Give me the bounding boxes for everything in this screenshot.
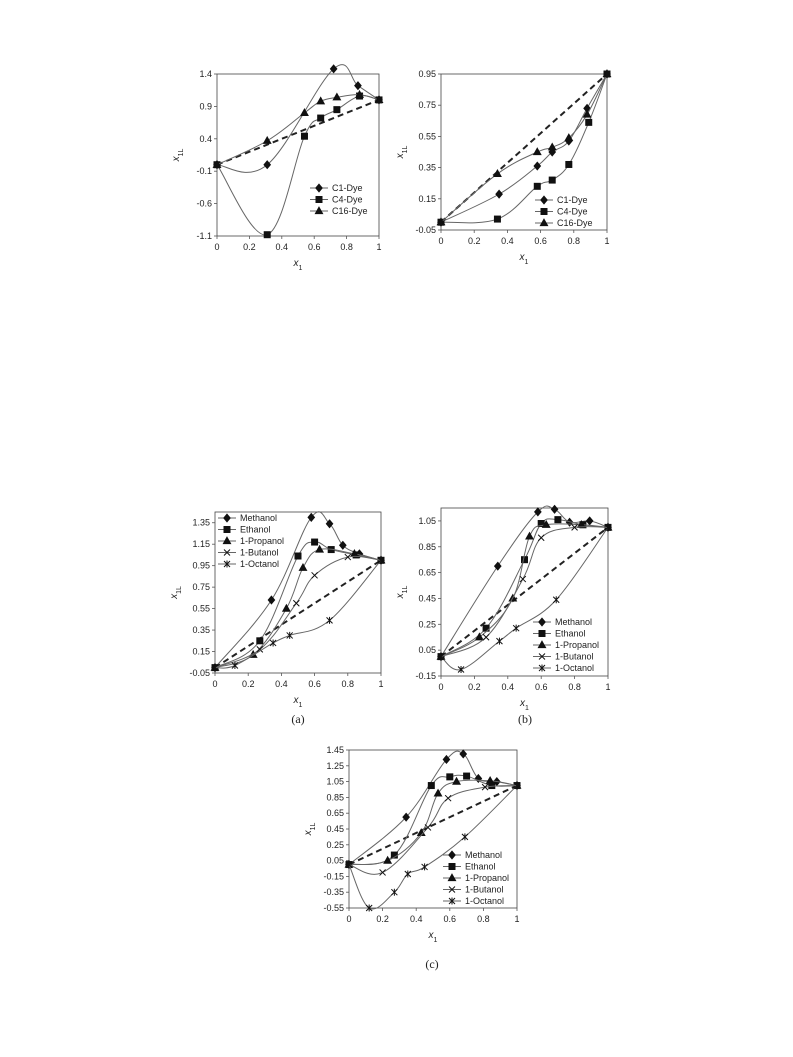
y-tick-label: -0.55 bbox=[323, 903, 344, 913]
y-tick-label: 1.25 bbox=[326, 760, 344, 771]
data-point-ethanol bbox=[257, 638, 263, 644]
data-point-c4-dye bbox=[301, 133, 307, 139]
x-tick-label: 0.4 bbox=[409, 914, 423, 924]
legend-marker-methanol bbox=[224, 514, 230, 522]
x-tick-label: 0.6 bbox=[307, 242, 321, 252]
legend-entry: Ethanol bbox=[240, 524, 271, 535]
y-tick-label: -0.6 bbox=[196, 198, 212, 209]
legend-marker-ethanol bbox=[539, 631, 545, 637]
legend-entry: Methanol bbox=[555, 617, 593, 627]
x-tick-label: 1 bbox=[376, 242, 382, 252]
y-tick-label: 1.05 bbox=[326, 776, 344, 787]
x-tick-label: 0.6 bbox=[308, 679, 321, 689]
x-tick-label: 1 bbox=[378, 679, 384, 689]
x-tick-label: 0.4 bbox=[501, 682, 515, 692]
data-point-c16-dye bbox=[301, 109, 308, 115]
legend-marker-c1-dye bbox=[541, 196, 547, 204]
y-tick-label: 0.55 bbox=[192, 603, 210, 614]
x-tick-label: 1 bbox=[605, 682, 611, 692]
data-point-ethanol bbox=[428, 783, 434, 789]
y-tick-label: 0.9 bbox=[199, 101, 212, 112]
y-axis-label: $x_{1L}$ bbox=[171, 148, 185, 162]
x-axis-label: $x_1$ bbox=[520, 698, 529, 712]
data-point-1-octanol bbox=[405, 871, 411, 878]
data-point-1-octanol bbox=[391, 889, 397, 896]
x-tick-label: 0.4 bbox=[275, 679, 288, 689]
diagonal-reference-line bbox=[215, 560, 381, 667]
y-axis-label: $x_{1L}$ bbox=[395, 585, 409, 599]
chart-panel-b bbox=[395, 505, 612, 726]
y-tick-label: 1.45 bbox=[326, 745, 344, 755]
legend-entry: C1-Dye bbox=[557, 195, 588, 205]
legend-marker-1-propanol bbox=[448, 874, 455, 880]
y-tick-label: 0.95 bbox=[418, 69, 436, 79]
data-point-c4-dye bbox=[586, 119, 592, 125]
y-tick-label: -1.1 bbox=[196, 231, 212, 241]
y-tick-label: 0.75 bbox=[192, 582, 210, 593]
data-point-1-octanol bbox=[462, 833, 468, 840]
legend-entry: Ethanol bbox=[555, 628, 586, 639]
y-tick-label: 0.55 bbox=[418, 131, 436, 142]
y-tick-label: -0.15 bbox=[415, 671, 436, 681]
y-tick-label: -0.15 bbox=[323, 871, 344, 882]
data-point-c4-dye bbox=[566, 161, 572, 167]
legend-entry: 1-Butanol bbox=[465, 884, 504, 895]
legend-entry: 1-Propanol bbox=[465, 873, 510, 883]
x-tick-label: 0.4 bbox=[275, 242, 289, 252]
y-axis-label: $x_{1L}$ bbox=[303, 822, 317, 836]
data-point-1-octanol bbox=[270, 639, 276, 646]
y-tick-label: 0.65 bbox=[418, 567, 436, 578]
data-point-ethanol bbox=[464, 773, 470, 779]
data-point-1-propanol bbox=[299, 564, 306, 570]
x-tick-label: 0.8 bbox=[340, 242, 353, 252]
y-axis-label: $x_{1L}$ bbox=[169, 586, 183, 599]
x-tick-label: 0 bbox=[214, 242, 220, 252]
data-point-1-butanol bbox=[380, 869, 386, 875]
chart-panel-a bbox=[169, 512, 385, 726]
data-point-1-butanol bbox=[483, 634, 489, 640]
legend-entry: 1-Octanol bbox=[555, 663, 595, 673]
data-point-1-octanol bbox=[287, 632, 293, 639]
legend-marker-ethanol bbox=[224, 527, 230, 533]
data-point-1-octanol bbox=[553, 596, 559, 603]
data-point-1-butanol bbox=[312, 572, 318, 578]
x-tick-label: 0.8 bbox=[341, 679, 355, 689]
x-tick-label: 0.2 bbox=[468, 682, 481, 692]
legend-entry: C4-Dye bbox=[557, 206, 588, 217]
y-tick-label: 0.15 bbox=[418, 193, 436, 204]
x-tick-label: 1 bbox=[514, 914, 520, 924]
y-tick-label: -0.35 bbox=[323, 887, 344, 898]
data-point-1-butanol bbox=[520, 576, 526, 582]
data-point-c4-dye bbox=[318, 115, 324, 121]
series-line-methanol bbox=[349, 751, 517, 864]
legend-entry: Methanol bbox=[465, 850, 503, 860]
y-tick-label: 0.25 bbox=[326, 839, 344, 850]
x-tick-label: 0.2 bbox=[376, 914, 389, 924]
chart-top-left bbox=[171, 65, 383, 272]
legend-marker-c16-dye bbox=[540, 219, 547, 225]
x-tick-label: 0.2 bbox=[241, 679, 255, 689]
data-point-ethanol bbox=[522, 557, 528, 563]
y-tick-label: 0.25 bbox=[418, 619, 436, 630]
data-point-1-octanol bbox=[232, 662, 238, 669]
y-tick-label: 0.95 bbox=[192, 560, 210, 571]
x-tick-label: 0.6 bbox=[443, 914, 457, 924]
legend-entry: 1-Propanol bbox=[240, 536, 285, 546]
y-tick-label: 0.4 bbox=[199, 133, 212, 144]
x-tick-label: 0 bbox=[438, 236, 444, 246]
data-point-methanol bbox=[551, 505, 557, 513]
data-point-c4-dye bbox=[494, 216, 500, 222]
y-tick-label: -0.1 bbox=[196, 166, 212, 177]
legend-marker-methanol bbox=[539, 618, 545, 626]
legend-entry: Methanol bbox=[240, 513, 278, 523]
y-tick-label: 0.15 bbox=[192, 646, 210, 657]
legend-entry: 1-Butanol bbox=[240, 547, 279, 558]
data-point-1-butanol bbox=[445, 795, 451, 801]
data-point-1-octanol bbox=[422, 863, 428, 870]
x-tick-label: 0 bbox=[212, 679, 218, 689]
y-tick-label: 0.85 bbox=[418, 541, 436, 552]
x-tick-label: 0.8 bbox=[567, 236, 581, 246]
y-tick-label: -0.05 bbox=[415, 225, 436, 235]
data-point-1-octanol bbox=[513, 625, 519, 632]
x-tick-label: 0.6 bbox=[534, 236, 547, 246]
y-tick-label: 0.35 bbox=[192, 625, 210, 636]
data-point-c16-dye bbox=[534, 148, 541, 154]
y-tick-label: 1.35 bbox=[192, 517, 210, 528]
data-point-1-octanol bbox=[327, 617, 333, 624]
data-point-ethanol bbox=[295, 553, 301, 559]
panel-caption: (c) bbox=[425, 957, 439, 971]
data-point-1-propanol bbox=[283, 605, 290, 611]
legend-entry: 1-Octanol bbox=[240, 559, 280, 569]
data-point-1-butanol bbox=[538, 535, 544, 541]
y-tick-label: 0.45 bbox=[418, 593, 436, 604]
legend-marker-c4-dye bbox=[316, 197, 322, 203]
legend-marker-c1-dye bbox=[316, 184, 322, 192]
x-tick-label: 0.6 bbox=[534, 682, 548, 692]
data-point-c4-dye bbox=[549, 177, 555, 183]
data-point-c1-dye bbox=[534, 162, 540, 170]
data-point-c4-dye bbox=[264, 232, 270, 238]
x-axis-label: $x_1$ bbox=[293, 695, 303, 709]
x-axis-label: $x_1$ bbox=[293, 258, 303, 272]
data-point-c16-dye bbox=[264, 137, 271, 143]
series-line-1-butanol bbox=[215, 556, 381, 667]
y-tick-label: 1.4 bbox=[199, 69, 212, 79]
y-tick-label: 0.45 bbox=[326, 824, 344, 834]
x-tick-label: 0.4 bbox=[501, 236, 514, 246]
data-point-1-octanol bbox=[496, 638, 502, 645]
data-point-c1-dye bbox=[496, 190, 502, 198]
legend-entry: 1-Octanol bbox=[465, 896, 505, 906]
legend-marker-methanol bbox=[449, 851, 455, 859]
data-point-ethanol bbox=[447, 774, 453, 780]
data-point-ethanol bbox=[312, 539, 318, 545]
data-point-ethanol bbox=[555, 517, 561, 523]
y-tick-label: 0.65 bbox=[326, 808, 344, 819]
legend-marker-1-propanol bbox=[538, 641, 545, 647]
y-tick-label: 0.85 bbox=[326, 792, 344, 803]
y-tick-label: 0.75 bbox=[418, 100, 436, 111]
x-axis-label: $x_1$ bbox=[428, 930, 438, 944]
legend-marker-c4-dye bbox=[541, 209, 547, 215]
panel-caption: (a) bbox=[291, 712, 305, 726]
panel-caption: (b) bbox=[518, 712, 532, 726]
y-tick-label: 1.05 bbox=[418, 515, 436, 526]
legend-marker-ethanol bbox=[449, 864, 455, 870]
series-line-1-octanol bbox=[215, 560, 381, 668]
chart-panel-c bbox=[303, 745, 521, 971]
data-point-1-butanol bbox=[293, 600, 299, 606]
x-tick-label: 0.8 bbox=[568, 682, 581, 692]
legend-entry: C4-Dye bbox=[332, 194, 363, 205]
data-point-c4-dye bbox=[334, 107, 340, 113]
data-point-methanol bbox=[586, 517, 592, 525]
legend-entry: C1-Dye bbox=[332, 183, 363, 193]
legend-entry: C16-Dye bbox=[557, 218, 593, 228]
data-point-1-propanol bbox=[526, 533, 533, 539]
chart-top-right bbox=[395, 69, 611, 266]
x-tick-label: 0 bbox=[438, 682, 444, 692]
y-tick-label: 0.05 bbox=[418, 645, 436, 656]
x-tick-label: 0.2 bbox=[243, 242, 256, 252]
data-point-c4-dye bbox=[534, 183, 540, 189]
legend-entry: C16-Dye bbox=[332, 206, 368, 216]
legend-entry: Ethanol bbox=[465, 861, 496, 872]
legend-marker-c16-dye bbox=[315, 207, 322, 213]
y-tick-label: 0.35 bbox=[418, 162, 436, 173]
legend-entry: 1-Propanol bbox=[555, 640, 600, 650]
x-tick-label: 0.8 bbox=[477, 914, 490, 924]
y-axis-label: $x_{1L}$ bbox=[395, 145, 409, 159]
y-tick-label: 1.15 bbox=[192, 539, 210, 550]
x-tick-label: 0 bbox=[346, 914, 352, 924]
x-axis-label: $x_1$ bbox=[519, 252, 529, 266]
y-tick-label: -0.05 bbox=[189, 668, 210, 678]
y-tick-label: 0.05 bbox=[326, 855, 344, 866]
x-tick-label: 1 bbox=[604, 236, 610, 246]
legend-marker-1-propanol bbox=[223, 537, 230, 543]
data-point-1-propanol bbox=[384, 857, 391, 863]
legend-entry: 1-Butanol bbox=[555, 651, 594, 662]
x-tick-label: 0.2 bbox=[467, 236, 481, 246]
